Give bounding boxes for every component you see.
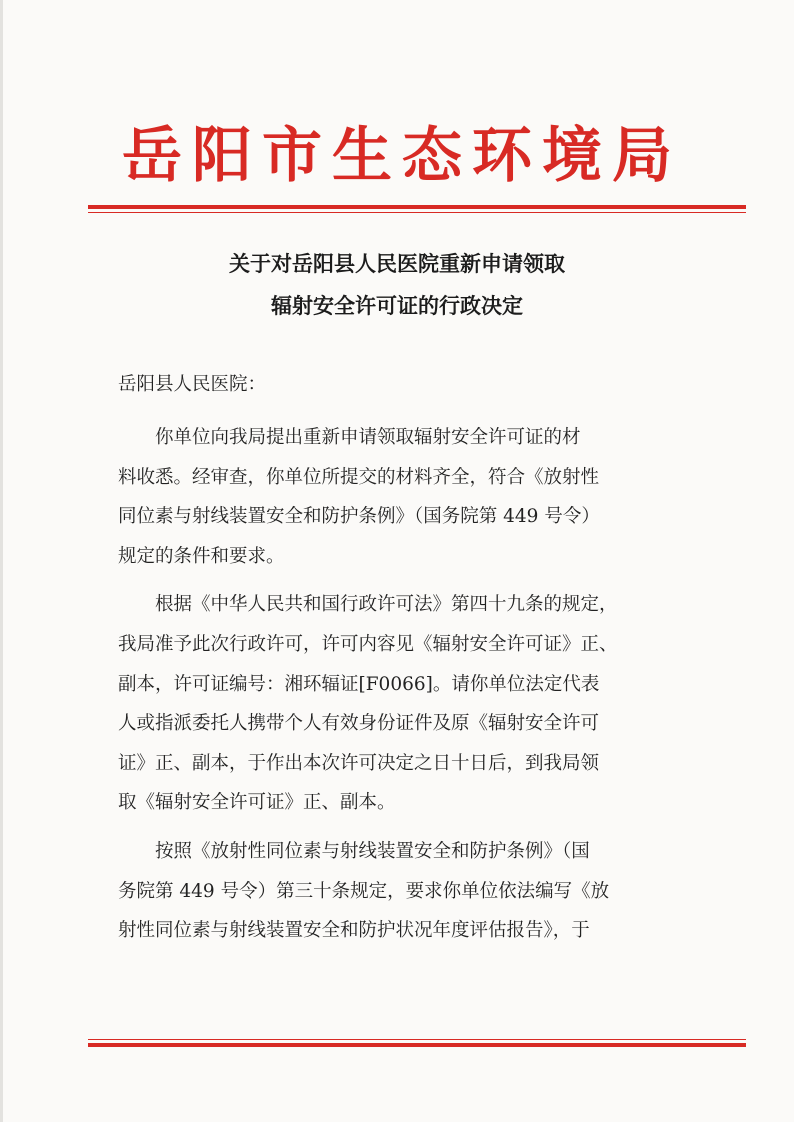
footer-rule-thin: [88, 1039, 746, 1040]
document-title-line-1: 关于对岳阳县人民医院重新申请领取: [229, 252, 565, 276]
paragraph-line: 规定的条件和要求。: [118, 545, 285, 567]
paragraph-line: 我局准予此次行政许可，许可内容见《辐射安全许可证》正、: [118, 633, 618, 655]
paragraph-line: 取《辐射安全许可证》正、副本。: [118, 792, 396, 814]
document-body: [118, 418, 692, 960]
paragraph-line: 副本，许可证编号：湘环辐证[F0066]。请你单位法定代表: [118, 673, 600, 695]
header-rule-thin: [88, 212, 746, 213]
addressee: 岳阳县人民医院：: [118, 374, 267, 395]
paragraph-line: 按照《放射性同位素与射线装置安全和防护条例》（国: [155, 840, 590, 862]
agency-header: 岳阳市生态环境局: [122, 121, 682, 191]
paragraph-line: 你单位向我局提出重新申请领取辐射安全许可证的材: [155, 427, 581, 448]
paragraph-line: 人或指派委托人携带个人有效身份证件及原《辐射安全许可: [118, 713, 600, 735]
paragraph-line: 射性同位素与射线装置安全和防护状况年度评估报告》，于: [118, 920, 590, 942]
paragraph-line: 同位素与射线装置安全和防护条例》（国务院第 449 号令）: [118, 506, 600, 528]
footer-rule-thick: [88, 1043, 746, 1047]
paragraph-line: 证》正、副本，于作出本次许可决定之日十日后，到我局领: [118, 752, 600, 774]
paragraph-3: [118, 832, 692, 951]
paragraph-line: 根据《中华人民共和国行政许可法》第四十九条的规定，: [155, 594, 618, 616]
paragraph-line: 料收悉。经审查，你单位所提交的材料齐全，符合《放射性: [118, 466, 600, 488]
document-title-line-2: 辐射安全许可证的行政决定: [271, 294, 523, 318]
paragraph-1: [118, 418, 692, 576]
header-rule-thick: [88, 205, 746, 209]
paragraph-2: [118, 585, 692, 823]
paragraph-line: 务院第 449 号令）第三十条规定，要求你单位依法编写《放: [118, 880, 610, 902]
